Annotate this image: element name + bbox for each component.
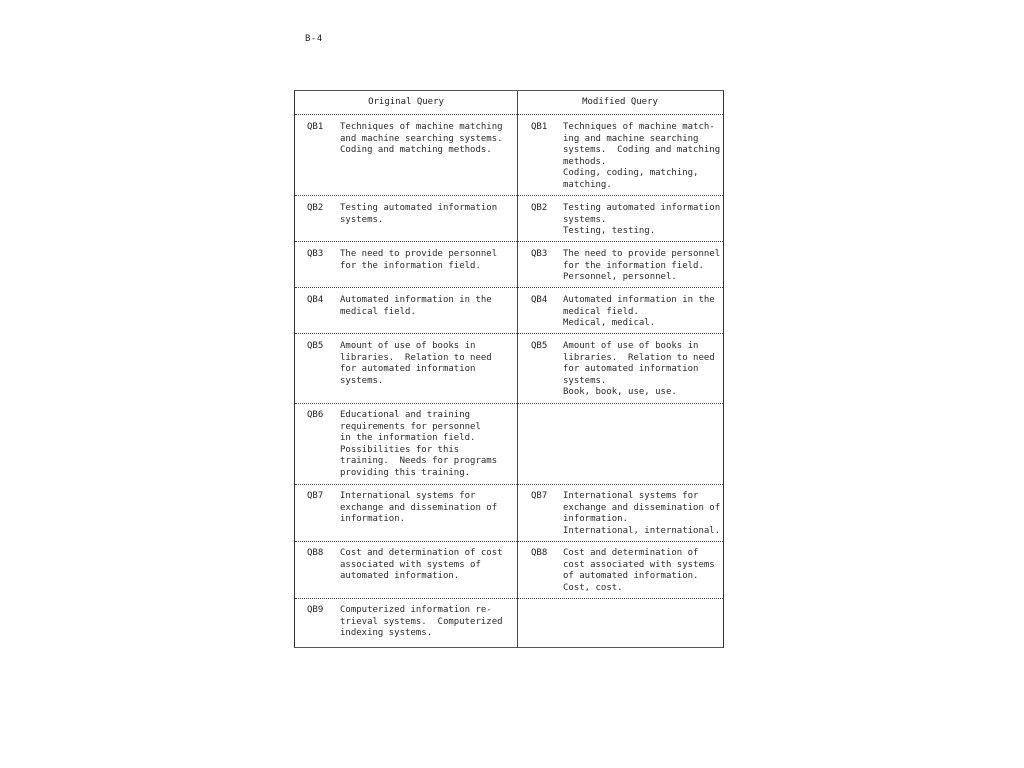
row-divider — [295, 598, 723, 599]
row-divider — [295, 195, 723, 196]
column-divider — [517, 91, 518, 647]
row-divider — [295, 403, 723, 404]
original-query-text: Cost and determination of cost associated with systems of automated information. — [340, 548, 503, 582]
row-divider — [295, 541, 723, 542]
original-query-text: Testing automated information systems. — [340, 203, 498, 225]
modified-query-id: QB2 — [531, 203, 548, 213]
original-query-id: QB6 — [307, 410, 324, 420]
modified-query-text: Amount of use of books in libraries. Relation to need for automated information systems. Book, book, use, use. — [563, 341, 715, 398]
query-table — [294, 90, 724, 648]
modified-query-text: Techniques of machine match- ing and machine searching systems. Coding and matching methods. Coding, coding, matching, matching. — [563, 122, 721, 190]
original-query-id: QB1 — [307, 122, 324, 132]
original-query-id: QB3 — [307, 249, 324, 259]
modified-query-text: The need to provide personnel for the information field. Personnel, personnel. — [563, 249, 721, 283]
original-query-id: QB4 — [307, 295, 324, 305]
original-query-text: Educational and training requirements for personnel in the information field. Possibilities for this training. Needs for programs providing this training. — [340, 410, 498, 478]
original-query-text: Amount of use of books in libraries. Relation to need for automated information systems. — [340, 341, 492, 386]
modified-query-text: International systems for exchange and dissemination of information. International, international. — [563, 491, 721, 536]
original-query-text: Automated information in the medical field. — [340, 295, 492, 317]
page-number: B-4 — [305, 34, 323, 44]
row-divider — [295, 333, 723, 334]
row-divider — [295, 287, 723, 288]
row-divider — [295, 241, 723, 242]
modified-query-id: QB4 — [531, 295, 548, 305]
original-query-text: Techniques of machine matching and machine searching systems. Coding and matching methods. — [340, 122, 503, 156]
row-divider — [295, 484, 723, 485]
original-query-text: Computerized information re- trieval systems. Computerized indexing systems. — [340, 605, 503, 639]
modified-query-id: QB7 — [531, 491, 548, 501]
modified-query-text: Automated information in the medical field. Medical, medical. — [563, 295, 715, 329]
original-query-id: QB9 — [307, 605, 324, 615]
header-modified-query: Modified Query — [582, 97, 658, 107]
modified-query-text: Testing automated information systems. Testing, testing. — [563, 203, 721, 237]
modified-query-id: QB1 — [531, 122, 548, 132]
header-original-query: Original Query — [368, 97, 444, 107]
original-query-text: International systems for exchange and dissemination of information. — [340, 491, 498, 525]
modified-query-id: QB8 — [531, 548, 548, 558]
original-query-id: QB8 — [307, 548, 324, 558]
header-divider — [295, 114, 723, 115]
original-query-id: QB2 — [307, 203, 324, 213]
modified-query-id: QB5 — [531, 341, 548, 351]
original-query-id: QB5 — [307, 341, 324, 351]
original-query-id: QB7 — [307, 491, 324, 501]
original-query-text: The need to provide personnel for the information field. — [340, 249, 498, 271]
modified-query-id: QB3 — [531, 249, 548, 259]
modified-query-text: Cost and determination of cost associated with systems of automated information. Cost, cost. — [563, 548, 715, 593]
